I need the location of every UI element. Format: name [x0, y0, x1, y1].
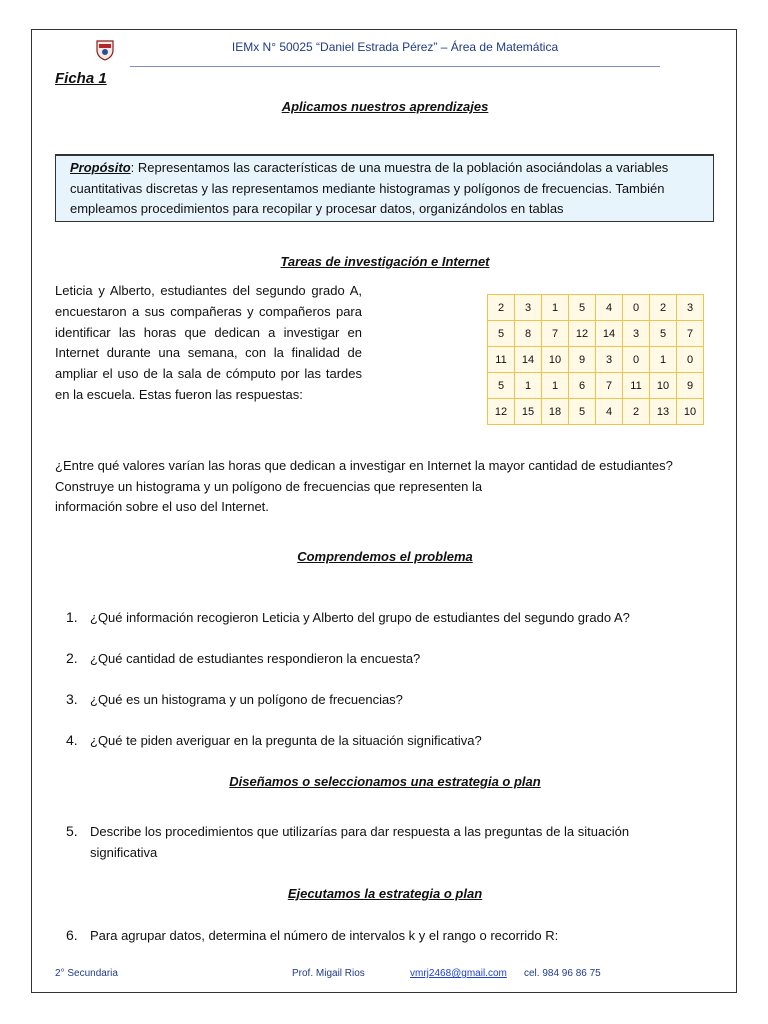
table-row	[488, 321, 704, 347]
table-cell: 10	[650, 373, 677, 399]
question-number: 6.	[66, 927, 78, 943]
table-cell: 5	[569, 399, 596, 425]
table-cell: 4	[596, 399, 623, 425]
question-text: Describe los procedimientos que utilizarías para dar respuesta a las preguntas de la situación significativa	[90, 824, 630, 860]
table-cell: 5	[569, 295, 596, 321]
main-question	[55, 456, 735, 518]
question-item	[66, 925, 706, 946]
school-logo	[94, 39, 116, 61]
question-number: 5.	[66, 823, 78, 839]
table-cell: 11	[623, 373, 650, 399]
table-cell: 7	[542, 321, 569, 347]
footer-teacher: Prof. Migail Rios	[292, 968, 365, 979]
table-cell: 2	[650, 295, 677, 321]
survey-data-table	[487, 294, 704, 425]
heading-aplicamos: Aplicamos nuestros aprendizajes	[281, 99, 489, 114]
table-row	[488, 295, 704, 321]
purpose-box	[55, 154, 714, 222]
table-cell: 0	[623, 347, 650, 373]
worksheet-label: Ficha 1	[55, 70, 107, 87]
table-cell: 11	[488, 347, 515, 373]
main-question-line-3: información sobre el uso del Internet.	[55, 499, 269, 514]
table-cell: 1	[515, 373, 542, 399]
table-cell: 4	[596, 295, 623, 321]
table-cell: 1	[542, 373, 569, 399]
table-cell: 9	[569, 347, 596, 373]
footer-phone: cel. 984 96 86 75	[524, 968, 601, 979]
table-cell: 3	[596, 347, 623, 373]
table-cell: 15	[515, 399, 542, 425]
table-row	[488, 373, 704, 399]
purpose-label: Propósito	[70, 160, 131, 175]
table-cell: 2	[488, 295, 515, 321]
footer-email-link[interactable]: vmrj2468@gmail.com	[410, 968, 507, 979]
table-cell: 12	[569, 321, 596, 347]
table-cell: 14	[596, 321, 623, 347]
footer-grade: 2° Secundaria	[55, 968, 118, 979]
header-title: IEMx N° 50025 “Daniel Estrada Pérez” – Área de Matemática	[231, 40, 559, 54]
table-cell: 1	[542, 295, 569, 321]
question-number: 1.	[66, 609, 78, 625]
table-cell: 14	[515, 347, 542, 373]
table-cell: 10	[677, 399, 704, 425]
table-cell: 0	[623, 295, 650, 321]
header-divider	[130, 66, 660, 67]
table-cell: 0	[677, 347, 704, 373]
table-cell: 8	[515, 321, 542, 347]
question-item	[66, 730, 706, 751]
table-row	[488, 399, 704, 425]
question-text: ¿Qué te piden averiguar en la pregunta de la situación significativa?	[90, 733, 482, 748]
table-cell: 7	[596, 373, 623, 399]
question-number: 4.	[66, 732, 78, 748]
table-cell: 18	[542, 399, 569, 425]
table-cell: 3	[677, 295, 704, 321]
table-cell: 10	[542, 347, 569, 373]
table-cell: 7	[677, 321, 704, 347]
heading-ejecutamos: Ejecutamos la estrategia o plan	[287, 886, 483, 901]
main-question-line-1: ¿Entre qué valores varían las horas que dedican a investigar en Internet la mayor cantidad de estudiantes?	[55, 458, 673, 473]
question-text: Para agrupar datos, determina el número de intervalos k y el rango o recorrido R:	[90, 928, 559, 943]
table-cell: 5	[650, 321, 677, 347]
question-number: 2.	[66, 650, 78, 666]
question-item	[66, 821, 706, 860]
table-cell: 1	[650, 347, 677, 373]
question-number: 3.	[66, 691, 78, 707]
purpose-text: : Representamos las características de una muestra de la población asociándolas a variables cuantitativas discretas y las representamos mediante histogramas y polígonos de frecuencias. También empleamos procedimientos para recopilar y procesar datos, organizándolos en tablas	[70, 160, 669, 216]
table-cell: 3	[623, 321, 650, 347]
heading-disenamos: Diseñamos o seleccionamos una estrategia o plan	[229, 774, 541, 789]
question-text: ¿Qué información recogieron Leticia y Alberto del grupo de estudiantes del segundo grado A?	[90, 610, 630, 625]
intro-paragraph: Leticia y Alberto, estudiantes del segundo grado A, encuestaron a sus compañeras y compañeros para identificar las horas que dedican a investigar en Internet durante una semana, con la finalidad de ampliar el uso de la sala de cómputo por las tardes en la escuela. Estas fueron las respuestas:	[55, 283, 362, 402]
heading-comprendemos: Comprendemos el problema	[297, 549, 473, 564]
table-cell: 2	[623, 399, 650, 425]
table-cell: 3	[515, 295, 542, 321]
table-row	[488, 347, 704, 373]
table-cell: 13	[650, 399, 677, 425]
table-cell: 6	[569, 373, 596, 399]
heading-tareas: Tareas de investigación e Internet	[280, 254, 490, 269]
question-text: ¿Qué es un histograma y un polígono de frecuencias?	[90, 692, 403, 707]
question-item	[66, 607, 706, 628]
table-cell: 12	[488, 399, 515, 425]
question-text: ¿Qué cantidad de estudiantes respondieron la encuesta?	[90, 651, 421, 666]
question-item	[66, 689, 706, 710]
table-cell: 5	[488, 373, 515, 399]
question-item	[66, 648, 706, 669]
table-cell: 9	[677, 373, 704, 399]
main-question-line-2: Construye un histograma y un polígono de frecuencias que representen la	[55, 478, 483, 494]
table-cell: 5	[488, 321, 515, 347]
